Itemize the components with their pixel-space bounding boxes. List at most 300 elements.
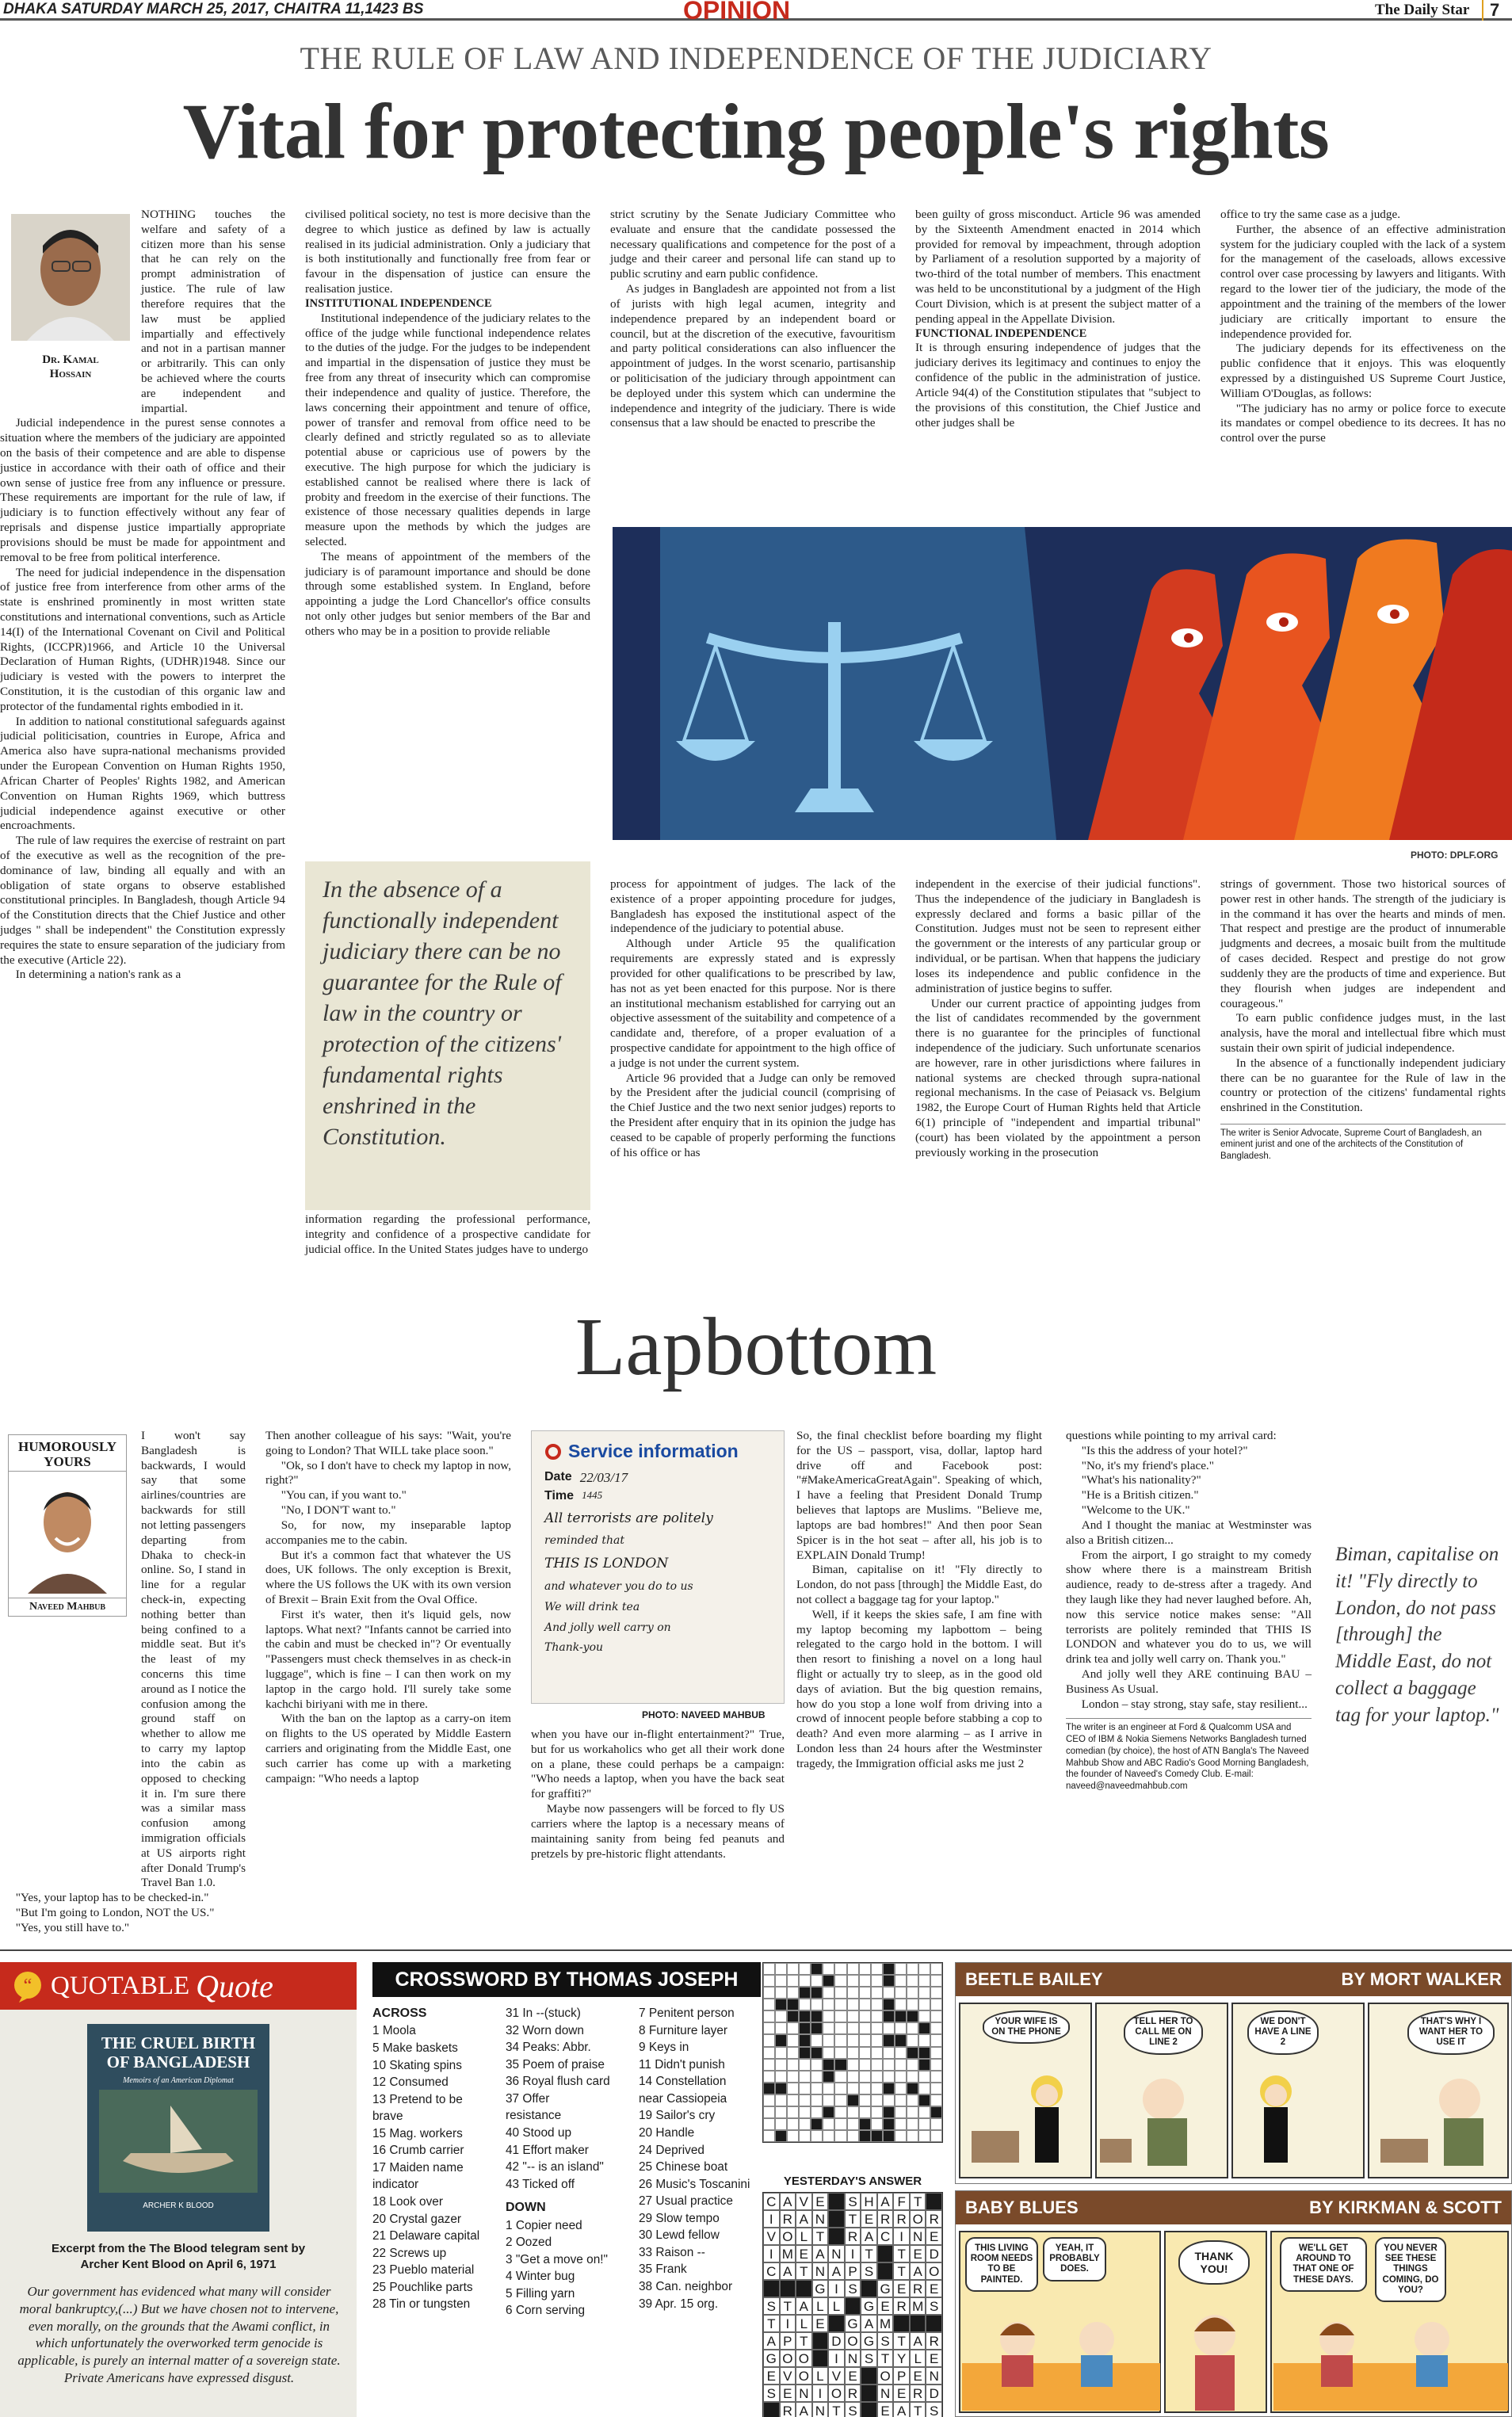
crossword-cell[interactable] bbox=[823, 2118, 834, 2130]
answer-cell: O bbox=[828, 2385, 845, 2402]
crossword-cell[interactable] bbox=[871, 2059, 883, 2071]
answer-cell: A bbox=[877, 2193, 894, 2210]
crossword-cell[interactable] bbox=[883, 2130, 895, 2142]
crossword-cell[interactable] bbox=[847, 1975, 859, 1987]
notice-line: We will drink tea bbox=[544, 1600, 640, 1613]
crossword-cell[interactable] bbox=[930, 2022, 942, 2034]
date-label: Date bbox=[544, 1470, 572, 1483]
crossword-cell[interactable] bbox=[895, 2118, 907, 2130]
crossword-cell[interactable] bbox=[847, 2010, 859, 2022]
answer-cell bbox=[812, 2350, 829, 2367]
opinion-paragraph: independent in the exercise of their judicial functions". Thus the independence of the judiciary in Bangladesh is expressly declared and forms a basic pillar of the Constitution. Judges must not be seen to represent either the government or the interests of any particular group or individual, or be partisan. When that happens the judiciary loses its independence and public confidence in the administration of justice begins to suffer. bbox=[915, 877, 1201, 995]
crossword-cell[interactable] bbox=[811, 2106, 823, 2118]
crossword-grid-cells[interactable] bbox=[762, 1962, 943, 2143]
opinion-paragraph: information regarding the professional performance, integrity and confidence of a prospective candidate for judicial office. In the United States judges have to undergo bbox=[305, 1212, 590, 1256]
crossword-cell[interactable] bbox=[930, 1975, 942, 1987]
crossword-cell[interactable] bbox=[763, 1975, 775, 1987]
crossword-cell[interactable] bbox=[847, 2130, 859, 2142]
crossword-cell[interactable] bbox=[907, 2022, 918, 2034]
crossword-cell[interactable] bbox=[775, 2130, 787, 2142]
crossword-cell[interactable] bbox=[763, 2022, 775, 2034]
crossword-cell[interactable] bbox=[883, 2047, 895, 2059]
answer-cell: P bbox=[845, 2262, 861, 2280]
crossword-cell[interactable] bbox=[918, 2071, 930, 2083]
crossword-cell[interactable] bbox=[907, 2106, 918, 2118]
crossword-cell[interactable] bbox=[823, 2106, 834, 2118]
crossword-cell[interactable] bbox=[895, 2094, 907, 2106]
crossword-cell[interactable] bbox=[799, 2118, 811, 2130]
notice-line: and whatever you do to us bbox=[544, 1579, 693, 1593]
crossword-cell[interactable] bbox=[847, 2034, 859, 2046]
opinion-paragraph: Institutional independence of the judiciary relates to the office of the judge while functional independence relates to the duties of the judge. For the judges to be independent and impartial in the dispensation of justice they must be free from any threat of insecurity which can compromise their independence and quality of justice. Therefore, the laws concerning their appointment and tenure of office, power of transfer and removal from office need to be clearly defined and strictly regulated so as to alleviate potential abuse or capricious use of powers by the executive. The high purpose for which the judiciary is established cannot be realised where there is lack of probity and freedom in the exercise of their functions. The existence of those necessary qualities depends in large measure upon the methods by which the judges are selected. bbox=[305, 311, 590, 548]
crossword-cell[interactable] bbox=[763, 1963, 775, 1975]
crossword-cell[interactable] bbox=[883, 2010, 895, 2022]
crossword-cell[interactable] bbox=[834, 1963, 846, 1975]
crossword-cell[interactable] bbox=[847, 1963, 859, 1975]
crossword-cell[interactable] bbox=[799, 1963, 811, 1975]
crossword-cell[interactable] bbox=[823, 2094, 834, 2106]
crossword-cell[interactable] bbox=[775, 1987, 787, 1999]
crossword-cell[interactable] bbox=[918, 2130, 930, 2142]
crossword-cell[interactable] bbox=[787, 2022, 799, 2034]
crossword-cell[interactable] bbox=[834, 2083, 846, 2094]
answer-cell: N bbox=[812, 2262, 829, 2280]
crossword-cell[interactable] bbox=[787, 2106, 799, 2118]
crossword-cell[interactable] bbox=[859, 2094, 871, 2106]
crossword-cell[interactable] bbox=[930, 2118, 942, 2130]
crossword-cell[interactable] bbox=[811, 1963, 823, 1975]
crossword-cell[interactable] bbox=[823, 1999, 834, 2010]
crossword-cell[interactable] bbox=[811, 2083, 823, 2094]
crossword-cell[interactable] bbox=[787, 1963, 799, 1975]
crossword-cell[interactable] bbox=[930, 2130, 942, 2142]
crossword-cell[interactable] bbox=[823, 1987, 834, 1999]
answer-cell: R bbox=[910, 2280, 926, 2297]
crossword-cell[interactable] bbox=[907, 2034, 918, 2046]
crossword-cell[interactable] bbox=[907, 2118, 918, 2130]
crossword-cell[interactable] bbox=[871, 1987, 883, 1999]
crossword-cell[interactable] bbox=[883, 2106, 895, 2118]
answer-cell: D bbox=[828, 2332, 845, 2350]
crossword-cell[interactable] bbox=[811, 2059, 823, 2071]
crossword-cell[interactable] bbox=[763, 2106, 775, 2118]
clue: 14 Constellation bbox=[639, 2075, 727, 2089]
crossword-cell[interactable] bbox=[787, 2118, 799, 2130]
crossword-cell[interactable] bbox=[834, 2118, 846, 2130]
crossword-cell[interactable] bbox=[823, 1963, 834, 1975]
crossword-cell[interactable] bbox=[787, 2094, 799, 2106]
crossword-cell[interactable] bbox=[775, 2083, 787, 2094]
crossword-cell[interactable] bbox=[883, 1987, 895, 1999]
answer-cell: R bbox=[926, 2332, 942, 2350]
lapbottom-paragraph: "He is a British citizen." bbox=[1081, 1488, 1199, 1503]
opinion-pullquote-box bbox=[305, 861, 590, 1210]
crossword-cell[interactable] bbox=[883, 1975, 895, 1987]
comic-figure-general bbox=[1100, 2068, 1227, 2171]
crossword-cell[interactable] bbox=[834, 1975, 846, 1987]
crossword-cell[interactable] bbox=[823, 2083, 834, 2094]
crossword-cell[interactable] bbox=[907, 1987, 918, 1999]
opinion-paragraph: It is through ensuring independence of judges that the judiciary derives its legitimacy and continues to enjoy the confidence of the public in the administration of justice. Article 94(4) of the Constitution stipulates that "subject to the provisions of this constitution, the Chief Justice and other judges shall be bbox=[915, 341, 1201, 430]
crossword-cell[interactable] bbox=[918, 2059, 930, 2071]
crossword-cell[interactable] bbox=[895, 1987, 907, 1999]
crossword-cell[interactable] bbox=[834, 1987, 846, 1999]
crossword-cell[interactable] bbox=[883, 2034, 895, 2046]
crossword-cell[interactable] bbox=[930, 2059, 942, 2071]
crossword-cell[interactable] bbox=[918, 1963, 930, 1975]
answer-cell: A bbox=[780, 2262, 796, 2280]
answer-cell: S bbox=[861, 2350, 877, 2367]
crossword-cell[interactable] bbox=[799, 2034, 811, 2046]
crossword-cell[interactable] bbox=[871, 2118, 883, 2130]
crossword-cell[interactable] bbox=[834, 2047, 846, 2059]
crossword-cell[interactable] bbox=[847, 2083, 859, 2094]
crossword-cell[interactable] bbox=[895, 2071, 907, 2083]
crossword-cell[interactable] bbox=[763, 2130, 775, 2142]
crossword-cell[interactable] bbox=[895, 2022, 907, 2034]
crossword-cell[interactable] bbox=[763, 2118, 775, 2130]
crossword-cell[interactable] bbox=[787, 1987, 799, 1999]
opinion-paragraph: The means of appointment of the members of the judiciary is of paramount importance and should be done through some established system. In England, before appointing a judge the Lord Chancellor's office consults not only other judges but senior members of the Bar and others who may be in a position to provide reliable bbox=[305, 549, 590, 638]
answer-cell bbox=[812, 2332, 829, 2350]
crossword-cell[interactable] bbox=[811, 2118, 823, 2130]
crossword-cell[interactable] bbox=[811, 1975, 823, 1987]
crossword-cell[interactable] bbox=[859, 1975, 871, 1987]
crossword-cell[interactable] bbox=[871, 2047, 883, 2059]
crossword-cell[interactable] bbox=[787, 2083, 799, 2094]
crossword-cell[interactable] bbox=[763, 2071, 775, 2083]
crossword-cell[interactable] bbox=[859, 1987, 871, 1999]
crossword-cell[interactable] bbox=[787, 2034, 799, 2046]
crossword-cell[interactable] bbox=[907, 1975, 918, 1987]
quote-caption: Excerpt from the The Blood telegram sent by Archer Kent Blood on April 6, 1971 bbox=[51, 2242, 306, 2271]
crossword-cell[interactable] bbox=[775, 2047, 787, 2059]
crossword-cell[interactable] bbox=[859, 2083, 871, 2094]
crossword-cell[interactable] bbox=[775, 2106, 787, 2118]
answer-cell: A bbox=[828, 2262, 845, 2280]
babyblues-panel-2 bbox=[1164, 2231, 1267, 2413]
crossword-cell[interactable] bbox=[907, 2047, 918, 2059]
answer-cell: V bbox=[828, 2367, 845, 2385]
crossword-cell[interactable] bbox=[847, 2094, 859, 2106]
crossword-cell[interactable] bbox=[907, 1963, 918, 1975]
crossword-cell[interactable] bbox=[763, 1987, 775, 1999]
crossword-cell[interactable] bbox=[859, 2022, 871, 2034]
crossword-cell[interactable] bbox=[811, 2094, 823, 2106]
answer-cell: N bbox=[877, 2385, 894, 2402]
crossword-cell[interactable] bbox=[918, 2094, 930, 2106]
crossword-cell[interactable] bbox=[787, 2047, 799, 2059]
crossword-cell[interactable] bbox=[847, 2047, 859, 2059]
crossword-cell[interactable] bbox=[775, 2034, 787, 2046]
subhead-institutional: INSTITUTIONAL INDEPENDENCE bbox=[305, 296, 492, 310]
crossword-cell[interactable] bbox=[930, 2094, 942, 2106]
crossword-cell[interactable] bbox=[834, 2034, 846, 2046]
crossword-cell[interactable] bbox=[799, 2130, 811, 2142]
crossword-cell[interactable] bbox=[918, 1999, 930, 2010]
crossword-cell[interactable] bbox=[823, 2034, 834, 2046]
crossword-cell[interactable] bbox=[930, 2071, 942, 2083]
crossword-cell[interactable] bbox=[930, 2047, 942, 2059]
crossword-cell[interactable] bbox=[907, 2010, 918, 2022]
crossword-cell[interactable] bbox=[907, 2083, 918, 2094]
crossword-cell[interactable] bbox=[834, 1999, 846, 2010]
beetle-panel-4 bbox=[1368, 2003, 1509, 2178]
crossword-cell[interactable] bbox=[847, 2071, 859, 2083]
crossword-cell[interactable] bbox=[859, 2047, 871, 2059]
lapbottom-paragraph: So, the final checklist before boarding my flight for the US – passport, visa, dollar, laptop hard drive off and Facebook post: "#MakeAmericaGreatAgain". Speaking of which, I have a feeling that President Donald Trump believes that laptops are Muslims. "Believe me, laptops are bad hombres!" And then poor Sean Spicer is in the hot seat – after all, his job is to EXPLAIN Donald Trump! bbox=[796, 1429, 1042, 1562]
crossword-cell[interactable] bbox=[871, 2094, 883, 2106]
crossword-cell[interactable] bbox=[859, 2106, 871, 2118]
crossword-cell[interactable] bbox=[930, 2083, 942, 2094]
crossword-cell[interactable] bbox=[918, 2118, 930, 2130]
crossword-cell[interactable] bbox=[811, 2034, 823, 2046]
crossword-cell[interactable] bbox=[930, 1963, 942, 1975]
answer-cell: A bbox=[812, 2245, 829, 2262]
crossword-cell[interactable] bbox=[859, 2118, 871, 2130]
opinion-paragraph: been guilty of gross misconduct. Article 96 was amended by the Sixteenth Amendment enacted in 2014 which provided for removal by impeachment, through adoption by Parliament of a resolution supported by a majority of two-third of the total number of members. This enactment was held to be unconstitutional by a judgment of the High Court Division, which is at present the subject matter of a pending appeal in the Appellate Division. bbox=[915, 208, 1201, 326]
crossword-cell[interactable] bbox=[799, 1999, 811, 2010]
crossword-cell[interactable] bbox=[883, 2118, 895, 2130]
answer-cell: G bbox=[861, 2332, 877, 2350]
crossword-cell[interactable] bbox=[775, 1975, 787, 1987]
crossword-cell[interactable] bbox=[883, 2071, 895, 2083]
answer-cell: E bbox=[877, 2402, 894, 2417]
crossword-cell[interactable] bbox=[775, 1999, 787, 2010]
crossword-cell[interactable] bbox=[834, 2130, 846, 2142]
crossword-cell[interactable] bbox=[775, 2022, 787, 2034]
crossword-cell[interactable] bbox=[918, 2083, 930, 2094]
answer-cell: N bbox=[845, 2350, 861, 2367]
crossword-cell[interactable] bbox=[823, 2010, 834, 2022]
crossword-cell[interactable] bbox=[883, 2022, 895, 2034]
speech-bubble: THANK YOU! bbox=[1178, 2240, 1250, 2285]
crossword-cell[interactable] bbox=[823, 2047, 834, 2059]
crossword-cell[interactable] bbox=[895, 2106, 907, 2118]
answer-cell: S bbox=[926, 2297, 942, 2315]
crossword-cell[interactable] bbox=[763, 2083, 775, 2094]
crossword-cell[interactable] bbox=[883, 1963, 895, 1975]
crossword-cell[interactable] bbox=[775, 2059, 787, 2071]
crossword-cell[interactable] bbox=[859, 2130, 871, 2142]
answer-cell bbox=[926, 2315, 942, 2332]
crossword-cell[interactable] bbox=[787, 1975, 799, 1987]
answer-cell: E bbox=[877, 2297, 894, 2315]
crossword-cell[interactable] bbox=[895, 2047, 907, 2059]
crossword-cell[interactable] bbox=[883, 2083, 895, 2094]
speech-bubble-icon bbox=[11, 1969, 44, 2003]
crossword-cell[interactable] bbox=[834, 2059, 846, 2071]
red-circle-icon bbox=[544, 1443, 562, 1461]
crossword-cell[interactable] bbox=[834, 2106, 846, 2118]
crossword-cell[interactable] bbox=[871, 1975, 883, 1987]
crossword-cell[interactable] bbox=[907, 1999, 918, 2010]
crossword-cell[interactable] bbox=[918, 1987, 930, 1999]
crossword-cell[interactable] bbox=[799, 2059, 811, 2071]
crossword-cell[interactable] bbox=[930, 1987, 942, 1999]
crossword-cell[interactable] bbox=[918, 2022, 930, 2034]
answer-cell bbox=[877, 2262, 894, 2280]
crossword-cell[interactable] bbox=[895, 1999, 907, 2010]
opinion-paragraph: "The judiciary has no army or police force to execute its mandates or compel obedience to its decrees. It has no control over the purse bbox=[1220, 401, 1506, 445]
opinion-column-2 bbox=[305, 208, 590, 640]
crossword-cell[interactable] bbox=[799, 2071, 811, 2083]
crossword-cell[interactable] bbox=[799, 2083, 811, 2094]
answer-cell: R bbox=[845, 2228, 861, 2245]
crossword-cell[interactable] bbox=[811, 2010, 823, 2022]
answer-cell: V bbox=[796, 2193, 812, 2210]
crossword-cell[interactable] bbox=[763, 2034, 775, 2046]
answer-cell bbox=[861, 2385, 877, 2402]
crossword-cell[interactable] bbox=[918, 2010, 930, 2022]
crossword-cell[interactable] bbox=[799, 1975, 811, 1987]
crossword-cell[interactable] bbox=[787, 1999, 799, 2010]
crossword-cell[interactable] bbox=[930, 2106, 942, 2118]
crossword-cell[interactable] bbox=[871, 2022, 883, 2034]
answer-cell: T bbox=[780, 2297, 796, 2315]
lapbottom-paragraph: "Yes, you still have to." bbox=[15, 1920, 130, 1934]
clue: 1 Copier need bbox=[506, 2218, 582, 2232]
answer-cell bbox=[861, 2402, 877, 2417]
crossword-cell[interactable] bbox=[775, 1963, 787, 1975]
lapbottom-paragraph: "You can, if you want to." bbox=[281, 1488, 407, 1503]
answer-cell: I bbox=[763, 2210, 780, 2228]
crossword-cell[interactable] bbox=[883, 1999, 895, 2010]
crossword-cell[interactable] bbox=[787, 2010, 799, 2022]
lapbottom-column-5 bbox=[1066, 1429, 1312, 1793]
crossword-grid[interactable] bbox=[762, 1962, 943, 2143]
opinion-paragraph: Although under Article 95 the qualification requirements are expressly stated and is expressly provided for other qualifications to be prescribed by law, has not as yet been enacted for this purpose. Nor is there an institutional mechanism established for carrying out an objective assessment of the suitability and competence of a candidate and, therefore, of a proper evaluation of a prospective candidate for appointment to the high office of a judge is not under the current system. bbox=[610, 937, 895, 1070]
crossword-cell[interactable] bbox=[859, 2034, 871, 2046]
crossword-cell[interactable] bbox=[907, 2059, 918, 2071]
crossword-cell[interactable] bbox=[859, 2071, 871, 2083]
crossword-cell[interactable] bbox=[823, 2071, 834, 2083]
crossword-cell[interactable] bbox=[763, 2047, 775, 2059]
crossword-cell[interactable] bbox=[775, 2094, 787, 2106]
crossword-cell[interactable] bbox=[834, 2071, 846, 2083]
crossword-cell[interactable] bbox=[811, 1999, 823, 2010]
crossword-cell[interactable] bbox=[811, 2071, 823, 2083]
crossword-cell[interactable] bbox=[787, 2130, 799, 2142]
crossword-cell[interactable] bbox=[871, 2010, 883, 2022]
crossword-cell[interactable] bbox=[883, 2059, 895, 2071]
beetle-bailey-strip bbox=[955, 1962, 1512, 2184]
crossword-cell[interactable] bbox=[763, 2010, 775, 2022]
lapbottom-paragraph: questions while pointing to my arrival card: bbox=[1066, 1429, 1277, 1442]
crossword-cell[interactable] bbox=[859, 1999, 871, 2010]
crossword-cell[interactable] bbox=[871, 2034, 883, 2046]
crossword-cell[interactable] bbox=[871, 1999, 883, 2010]
crossword-cell[interactable] bbox=[918, 2034, 930, 2046]
crossword-cell[interactable] bbox=[811, 2022, 823, 2034]
crossword-cell[interactable] bbox=[811, 2047, 823, 2059]
crossword-cell[interactable] bbox=[918, 2106, 930, 2118]
crossword-cell[interactable] bbox=[775, 2071, 787, 2083]
crossword-cell[interactable] bbox=[799, 2106, 811, 2118]
clue: 43 Ticked off bbox=[506, 2177, 575, 2191]
crossword-cell[interactable] bbox=[930, 1999, 942, 2010]
answer-cell: A bbox=[861, 2228, 877, 2245]
crossword-cell[interactable] bbox=[871, 1963, 883, 1975]
crossword-cell[interactable] bbox=[799, 2094, 811, 2106]
lapbottom-paragraph: "Welcome to the UK." bbox=[1081, 1503, 1190, 1518]
crossword-cell[interactable] bbox=[787, 2071, 799, 2083]
crossword-cell[interactable] bbox=[775, 2010, 787, 2022]
lapbottom-pullquote: Biman, capitalise on it! "Fly directly to London, do not pass [through] the Middle East, do not collect a baggage tag for your laptop." bbox=[1335, 1544, 1499, 1726]
crossword-cell[interactable] bbox=[847, 2022, 859, 2034]
crossword-cell[interactable] bbox=[871, 2106, 883, 2118]
crossword-cell[interactable] bbox=[799, 2022, 811, 2034]
crossword-cell[interactable] bbox=[763, 1999, 775, 2010]
crossword-cell[interactable] bbox=[883, 2094, 895, 2106]
crossword-cell[interactable] bbox=[763, 2059, 775, 2071]
speech-bubble: YEAH, IT PROBABLY DOES. bbox=[1043, 2237, 1106, 2281]
crossword-cell[interactable] bbox=[823, 2059, 834, 2071]
crossword-cell[interactable] bbox=[834, 2010, 846, 2022]
answer-cell: T bbox=[845, 2210, 861, 2228]
crossword-cell[interactable] bbox=[918, 2047, 930, 2059]
crossword-cell[interactable] bbox=[859, 2010, 871, 2022]
answer-cell bbox=[796, 2280, 812, 2297]
answer-cell: S bbox=[845, 2402, 861, 2417]
crossword-cell[interactable] bbox=[895, 2083, 907, 2094]
crossword-cell[interactable] bbox=[895, 2130, 907, 2142]
crossword-cell[interactable] bbox=[823, 2022, 834, 2034]
crossword-cell[interactable] bbox=[907, 2130, 918, 2142]
crossword-cell[interactable] bbox=[895, 1975, 907, 1987]
crossword-cell[interactable] bbox=[834, 2022, 846, 2034]
service-notice-lines bbox=[544, 1506, 771, 1659]
crossword-cell[interactable] bbox=[775, 2118, 787, 2130]
crossword-cell[interactable] bbox=[847, 2118, 859, 2130]
crossword-cell[interactable] bbox=[930, 2010, 942, 2022]
crossword-cell[interactable] bbox=[811, 1987, 823, 1999]
crossword-cell[interactable] bbox=[799, 1987, 811, 1999]
crossword-cell[interactable] bbox=[918, 1975, 930, 1987]
crossword-cell[interactable] bbox=[787, 2059, 799, 2071]
crossword-cell[interactable] bbox=[907, 2094, 918, 2106]
crossword-cell[interactable] bbox=[859, 1963, 871, 1975]
clue: 9 Keys in bbox=[639, 2041, 689, 2055]
opinion-photo-credit: PHOTO: DPLF.ORG bbox=[1411, 850, 1499, 861]
crossword-cell[interactable] bbox=[763, 2094, 775, 2106]
crossword-cell[interactable] bbox=[847, 1999, 859, 2010]
crossword-cell[interactable] bbox=[930, 2034, 942, 2046]
crossword-cell[interactable] bbox=[799, 2010, 811, 2022]
crossword-cell[interactable] bbox=[834, 2094, 846, 2106]
crossword-cell[interactable] bbox=[871, 2130, 883, 2142]
crossword-cell[interactable] bbox=[847, 1987, 859, 1999]
crossword-cell[interactable] bbox=[895, 2010, 907, 2022]
clue: 4 Winter bug bbox=[506, 2270, 575, 2284]
crossword-cell[interactable] bbox=[823, 2130, 834, 2142]
crossword-cell[interactable] bbox=[895, 2059, 907, 2071]
crossword-cell[interactable] bbox=[871, 2071, 883, 2083]
crossword-cell[interactable] bbox=[895, 2034, 907, 2046]
crossword-cell[interactable] bbox=[847, 2106, 859, 2118]
answer-cell: T bbox=[910, 2193, 926, 2210]
crossword-cell[interactable] bbox=[859, 2059, 871, 2071]
crossword-cell[interactable] bbox=[799, 2047, 811, 2059]
crossword-cell[interactable] bbox=[895, 1963, 907, 1975]
clue: 2 Oozed bbox=[506, 2236, 552, 2250]
crossword-cell[interactable] bbox=[907, 2071, 918, 2083]
crossword-cell[interactable] bbox=[811, 2130, 823, 2142]
crossword-cell[interactable] bbox=[871, 2083, 883, 2094]
crossword-cell[interactable] bbox=[823, 1975, 834, 1987]
crossword-cell[interactable] bbox=[847, 2059, 859, 2071]
answer-cell: R bbox=[780, 2210, 796, 2228]
